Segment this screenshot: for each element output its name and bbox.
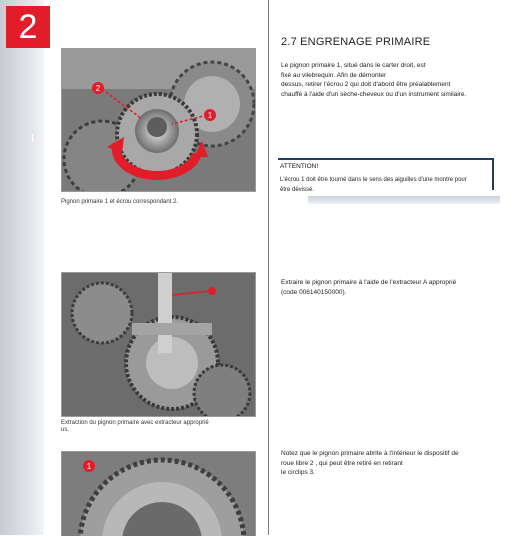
paragraph-3-line: Notez que le pignon primaire abrite à l'intérieur le dispositif de <box>281 450 459 457</box>
paragraph-1-line: dessus, retirer l'écrou 2 qui doit d'abord être préalablement <box>281 81 451 89</box>
chapter-badge: 2 <box>6 6 50 48</box>
svg-text:1: 1 <box>207 111 213 120</box>
paragraph-2 <box>281 278 456 297</box>
margin-tick <box>32 134 33 142</box>
column-divider <box>268 0 269 535</box>
engine-gear-illustration-2 <box>62 273 255 416</box>
engine-gear-illustration-3 <box>62 452 255 536</box>
photo2-caption-line2: us. <box>61 427 70 433</box>
engine-gear-illustration-1 <box>62 49 255 191</box>
marker-1 <box>83 460 95 472</box>
paragraph-2-line: (code 006140150000). <box>281 288 347 296</box>
attention-line: être dévissé. <box>280 186 315 193</box>
paragraph-3 <box>281 449 459 478</box>
left-margin-band <box>0 0 44 535</box>
paragraph-2-line: Extraire le pignon primaire à l'aide de l'extracteur A approprié <box>281 279 457 286</box>
attention-shadow <box>308 196 500 204</box>
svg-text:1: 1 <box>86 462 92 471</box>
photo-primary-gear-nut <box>61 48 256 192</box>
paragraph-1-line: Le pignon primaire 1, situé dans le carter droit, est <box>281 62 426 69</box>
marker-2 <box>92 82 104 94</box>
paragraph-1-line: fixé au vilebrequin. Afin de démonter <box>281 71 387 79</box>
photo2-caption <box>61 420 261 434</box>
marker-1 <box>204 109 216 121</box>
photo1-caption: Pignon primaire 1 et écrou correspondant 2. <box>61 199 179 205</box>
marker-a <box>208 287 216 295</box>
paragraph-3-line: roue libre 2 , qui peut être retiré en retirant <box>281 459 403 467</box>
paragraph-3-line: le circlips 3. <box>281 469 315 477</box>
photo-gear-extraction <box>61 272 256 417</box>
attention-rule <box>492 160 494 190</box>
paragraph-1-line: chauffé à l'aide d'un sèche-cheveux ou d'un instrument similaire. <box>281 90 467 98</box>
attention-line: L'écrou 1 doit être tourné dans le sens des aiguilles d'une montre pour <box>280 177 467 183</box>
attention-body <box>280 176 467 195</box>
attention-title: ATTENTION! <box>280 163 319 170</box>
section-title: 2.7 ENGRENAGE PRIMAIRE <box>281 36 431 48</box>
photo-freewheel <box>61 451 256 536</box>
photo2-caption-line1: Extraction du pignon primaire avec extracteur approprié <box>61 420 209 426</box>
paragraph-1 <box>281 61 466 99</box>
svg-text:2: 2 <box>95 84 101 93</box>
attention-box <box>278 158 494 198</box>
